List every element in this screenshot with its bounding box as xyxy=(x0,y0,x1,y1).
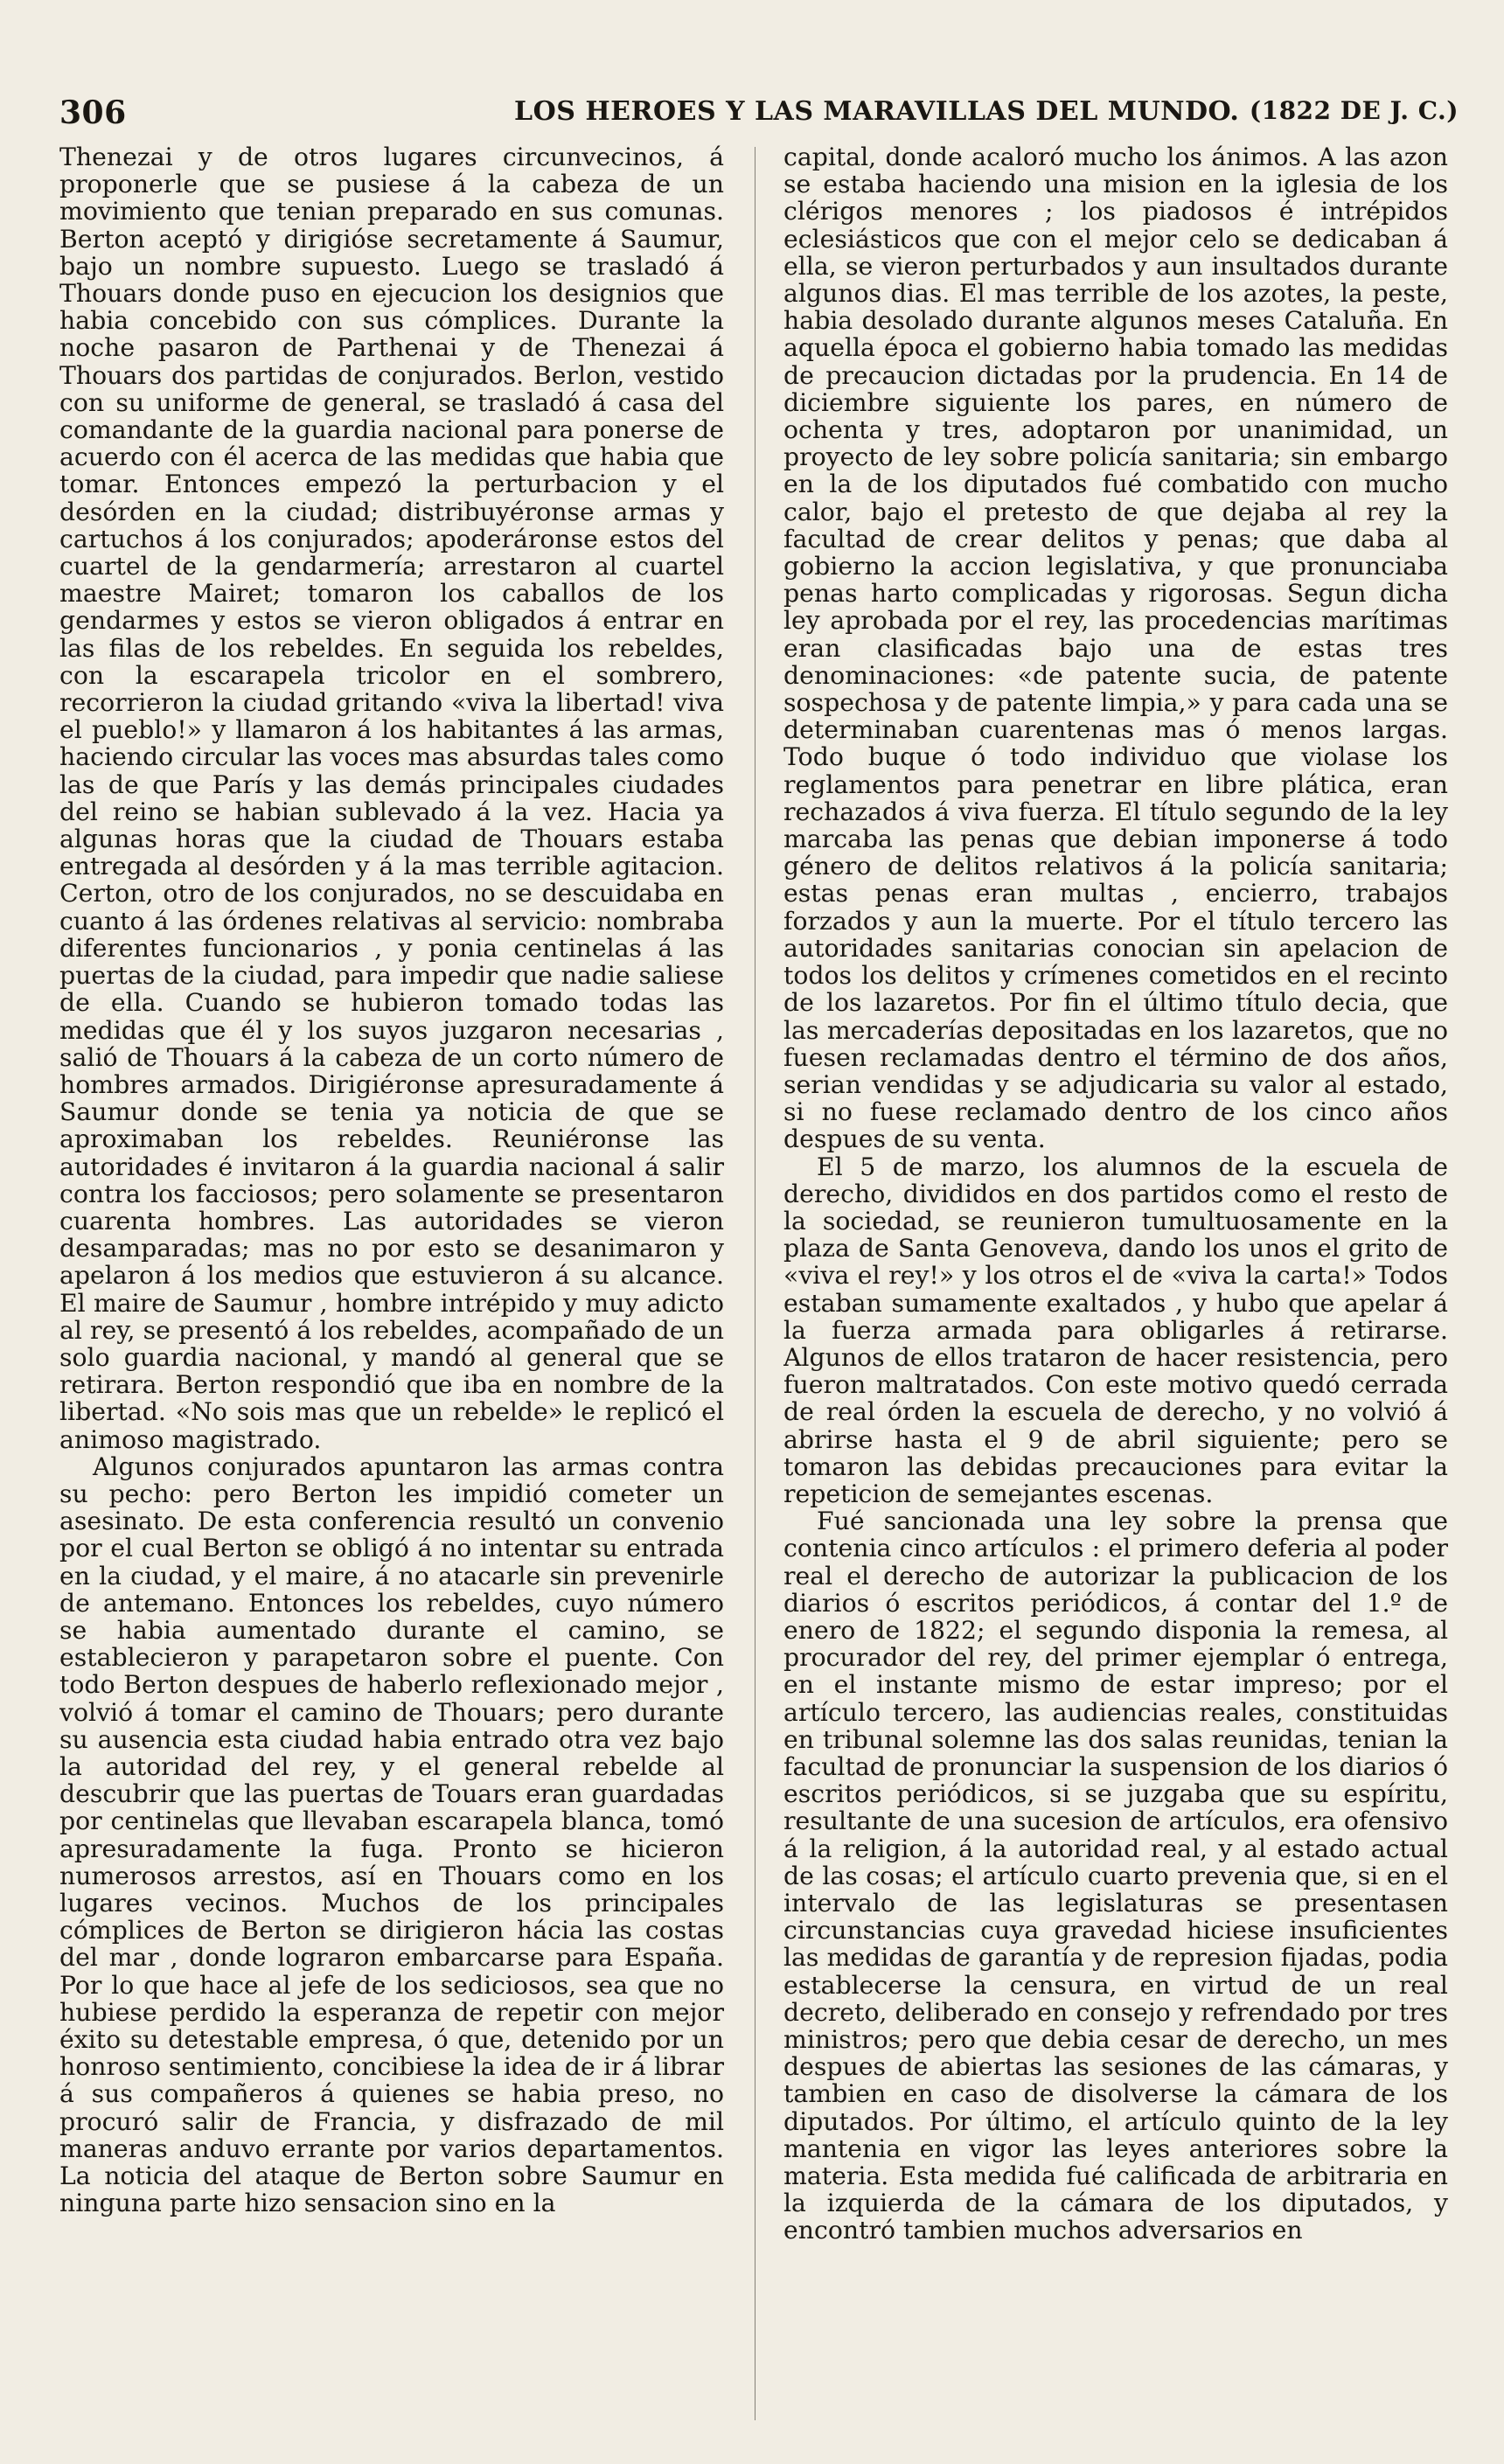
paragraph: El 5 de marzo, los alumnos de la escuela de derecho, divididos en dos partidos como el resto de la sociedad, se reunieron tumultuosamente en la plaza de Santa Genoveva, dando los unos el grito de «viva el rey!» y los otros el de «viva la carta!» Todos estaban sumamente exaltados , y hubo que apelar á la fuerza armada para obligarles á retirarse. Algunos de ellos trataron de hacer resistencia, pero fueron maltratados. Con este motivo quedó cerrada de real órden la escuela de derecho, y no volvió á abrirse hasta el 9 de abril siguiente; pero se tomaron las debidas precauciones para evitar la repeticion de semejantes escenas. xyxy=(783,1152,1448,1508)
paragraph: Algunos conjurados apuntaron las armas contra su pecho: pero Berton les impidió cometer un asesinato. De esta conferencia resultó un convenio por el cual Berton se obligó á no intentar su entrada en la ciudad, y el maire, á no atacarle sin prevenirle de antemano. Entonces los rebeldes, cuyo número se habia aumentado durante el camino, se establecieron y parapetaron sobre el puente. Con todo Berton despues de haberlo reflexionado mejor , volvió á tomar el camino de Thouars; pero durante su ausencia esta ciudad habia entrado otra vez bajo la autoridad del rey, y el general rebelde al descubrir que las puertas de Touars eran guardadas por centinelas que llevaban escarapela blanca, tomó apresuradamente la fuga. Pronto se hicieron numerosos arrestos, así en Thouars como en los lugares vecinos. Muchos de los principales cómplices de Berton se dirigieron hácia las costas del mar , donde lograron embarcarse para España. Por lo que hace al jefe de los sediciosos, sea que no hubiese perdido la esperanza de repetir con mejor éxito su detestable empresa, ó que, detenido por un honroso sentimiento, concibiese la idea de ir á librar á sus compañeros á quienes se habia preso, no procuró salir de Francia, y disfrazado de mil maneras anduvo errante por varios departamentos. La noticia del ataque de Berton sobre Saumur en ninguna parte hizo sensacion sino en la xyxy=(59,1451,724,2218)
paragraph: Thenezai y de otros lugares circunvecinos, á proponerle que se pusiese á la cabeza de un movimiento que tenian preparado en sus comunas. Berton aceptó y dirigióse secretamente á Saumur, bajo un nombre supuesto. Luego se trasladó á Thouars donde puso en ejecucion los designios que habia concebido con sus cómplices. Durante la noche pasaron de Parthenai y de Thenezai á Thouars dos partidas de conjurados. Berlon, vestido con su uniforme de general, se trasladó á casa del comandante de la guardia nacional para ponerse de acuerdo con él acerca de las medidas que habia que tomar. Entonces empezó la perturbacion y el desórden en la ciudad; distribuyéronse armas y cartuchos á los conjurados; apoderáronse estos del cuartel de la gendarmería; arrestaron al cuartel maestre Mairet; tomaron los caballos de los gendarmes y estos se vieron obligados á entrar en las filas de los rebeldes. En seguida los rebeldes, con la escarapela tricolor en el sombrero, recorrieron la ciudad gritando «viva la libertad! viva el pueblo!» y llamaron á los habitantes á las armas, haciendo circular las voces mas absurdas tales como las de que París y las demás principales ciudades del reino se habian sublevado á la vez. Hacia ya algunas horas que la ciudad de Thouars estaba entregada al desórden y á la mas terrible agitacion. Certon, otro de los conjurados, no se descuidaba en cuanto á las órdenes relativas al servicio: nombraba diferentes funcionarios , y ponia centinelas á las puertas de la ciudad, para impedir que nadie saliese de ella. Cuando se hubieron tomado todas las medidas que él y los suyos juzgaron necesarias , salió de Thouars á la cabeza de un corto número de hombres armados. Dirigiéronse apresuradamente á Saumur donde se tenia ya noticia de que se aproximaban los rebeldes. Reuniéronse las autoridades é invitaron á la guardia nacional á salir contra los facciosos; pero solamente se presentaron cuarenta hombres. Las autoridades se vieron desamparadas; mas no por esto se desanimaron y apelaron á los medios que estuvieron á su alcance. El maire de Saumur , hombre intrépido y muy adicto al rey, se presentó á los rebeldes, acompañado de un solo guardia nacional, y mandó al general que se retirara. Berton respondió que iba en nombre de la libertad. «No sois mas que un rebelde» le replicó el animoso magistrado. xyxy=(59,143,724,1454)
left-column xyxy=(59,143,724,2434)
page-number: 306 xyxy=(59,94,127,131)
running-head xyxy=(59,94,1459,140)
paragraph: capital, donde acaloró mucho los ánimos. A las azon se estaba haciendo una mision en la iglesia de los clérigos menores ; los piadosos é intrépidos eclesiásticos que con el mejor celo se dedicaban á ella, se vieron perturbados y aun insultados durante algunos dias. El mas terrible de los azotes, la peste, habia desolado durante algunos meses Cataluña. En aquella época el gobierno habia tomado las medidas de precaucion dictadas por la prudencia. En 14 de diciembre siguiente los pares, en número de ochenta y tres, adoptaron por unanimidad, un proyecto de ley sobre policía sanitaria; sin embargo en la de los diputados fué combatido con mucho calor, bajo el pretesto de que dejaba al rey la facultad de crear delitos y penas; que daba al gobierno la accion legislativa, y que pronunciaba penas harto complicadas y rigorosas. Segun dicha ley aprobada por el rey, las procedencias marítimas eran clasificadas bajo una de estas tres denominaciones: «de patente sucia, de patente sospechosa y de patente limpia,» y para cada una se determinaban cuarentenas mas ó menos largas. Todo buque ó todo individuo que violase los reglamentos para penetrar en libre plática, eran rechazados á viva fuerza. El título segundo de la ley marcaba las penas que debian imponerse á todo género de delitos relativos á la policía sanitaria; estas penas eran multas , encierro, trabajos forzados y aun la muerte. Por el título tercero las autoridades sanitarias conocian sin apelacion de todos los delitos y crímenes cometidos en el recinto de los lazaretos. Por fin el último título decia, que las mercaderías depositadas en los lazaretos, que no fuesen reclamadas dentro el término de dos años, serian vendidas y se adjudicaria su valor al estado, si no fuese reclamado dentro de los cinco años despues de su venta. xyxy=(783,143,1448,1154)
right-column xyxy=(783,143,1448,2434)
paragraph: Fué sancionada una ley sobre la prensa que contenia cinco artículos : el primero deferia al poder real el derecho de autorizar la publicacion de los diarios ó escritos periódicos, á contar del 1.º de enero de 1822; el segundo disponia la remesa, al procurador del rey, del primer ejemplar ó entrega, en el instante mismo de estar impreso; por el artículo tercero, las audiencias reales, constituidas en tribunal solemne las dos salas reunidas, tenian la facultad de pronunciar la suspension de los diarios ó escritos periódicos, si se juzgaba que su espíritu, resultante de una sucesion de artículos, era ofensivo á la religion, á la autoridad real, y al estado actual de las cosas; el artículo cuarto prevenia que, si en el intervalo de las legislaturas se presentasen circunstancias cuya gravedad hiciese insuficientes las medidas de garantía y de represion fijadas, podia establecerse la censura, en virtud de un real decreto, deliberado en consejo y refrendado por tres ministros; pero que debia cesar de derecho, un mes despues de abiertas las sesiones de las cámaras, y tambien en caso de disolverse la cámara de los diputados. Por último, el artículo quinto de la ley mantenia en vigor las leyes anteriores sobre la materia. Esta medida fué calificada de arbitraria en la izquierda de la cámara de los diputados, y encontró tambien muchos adversarios en xyxy=(783,1507,1448,2245)
running-title: LOS HEROES Y LAS MARAVILLAS DEL MUNDO. xyxy=(514,96,1240,127)
running-date: (1822 DE J. C.) xyxy=(1249,96,1459,125)
